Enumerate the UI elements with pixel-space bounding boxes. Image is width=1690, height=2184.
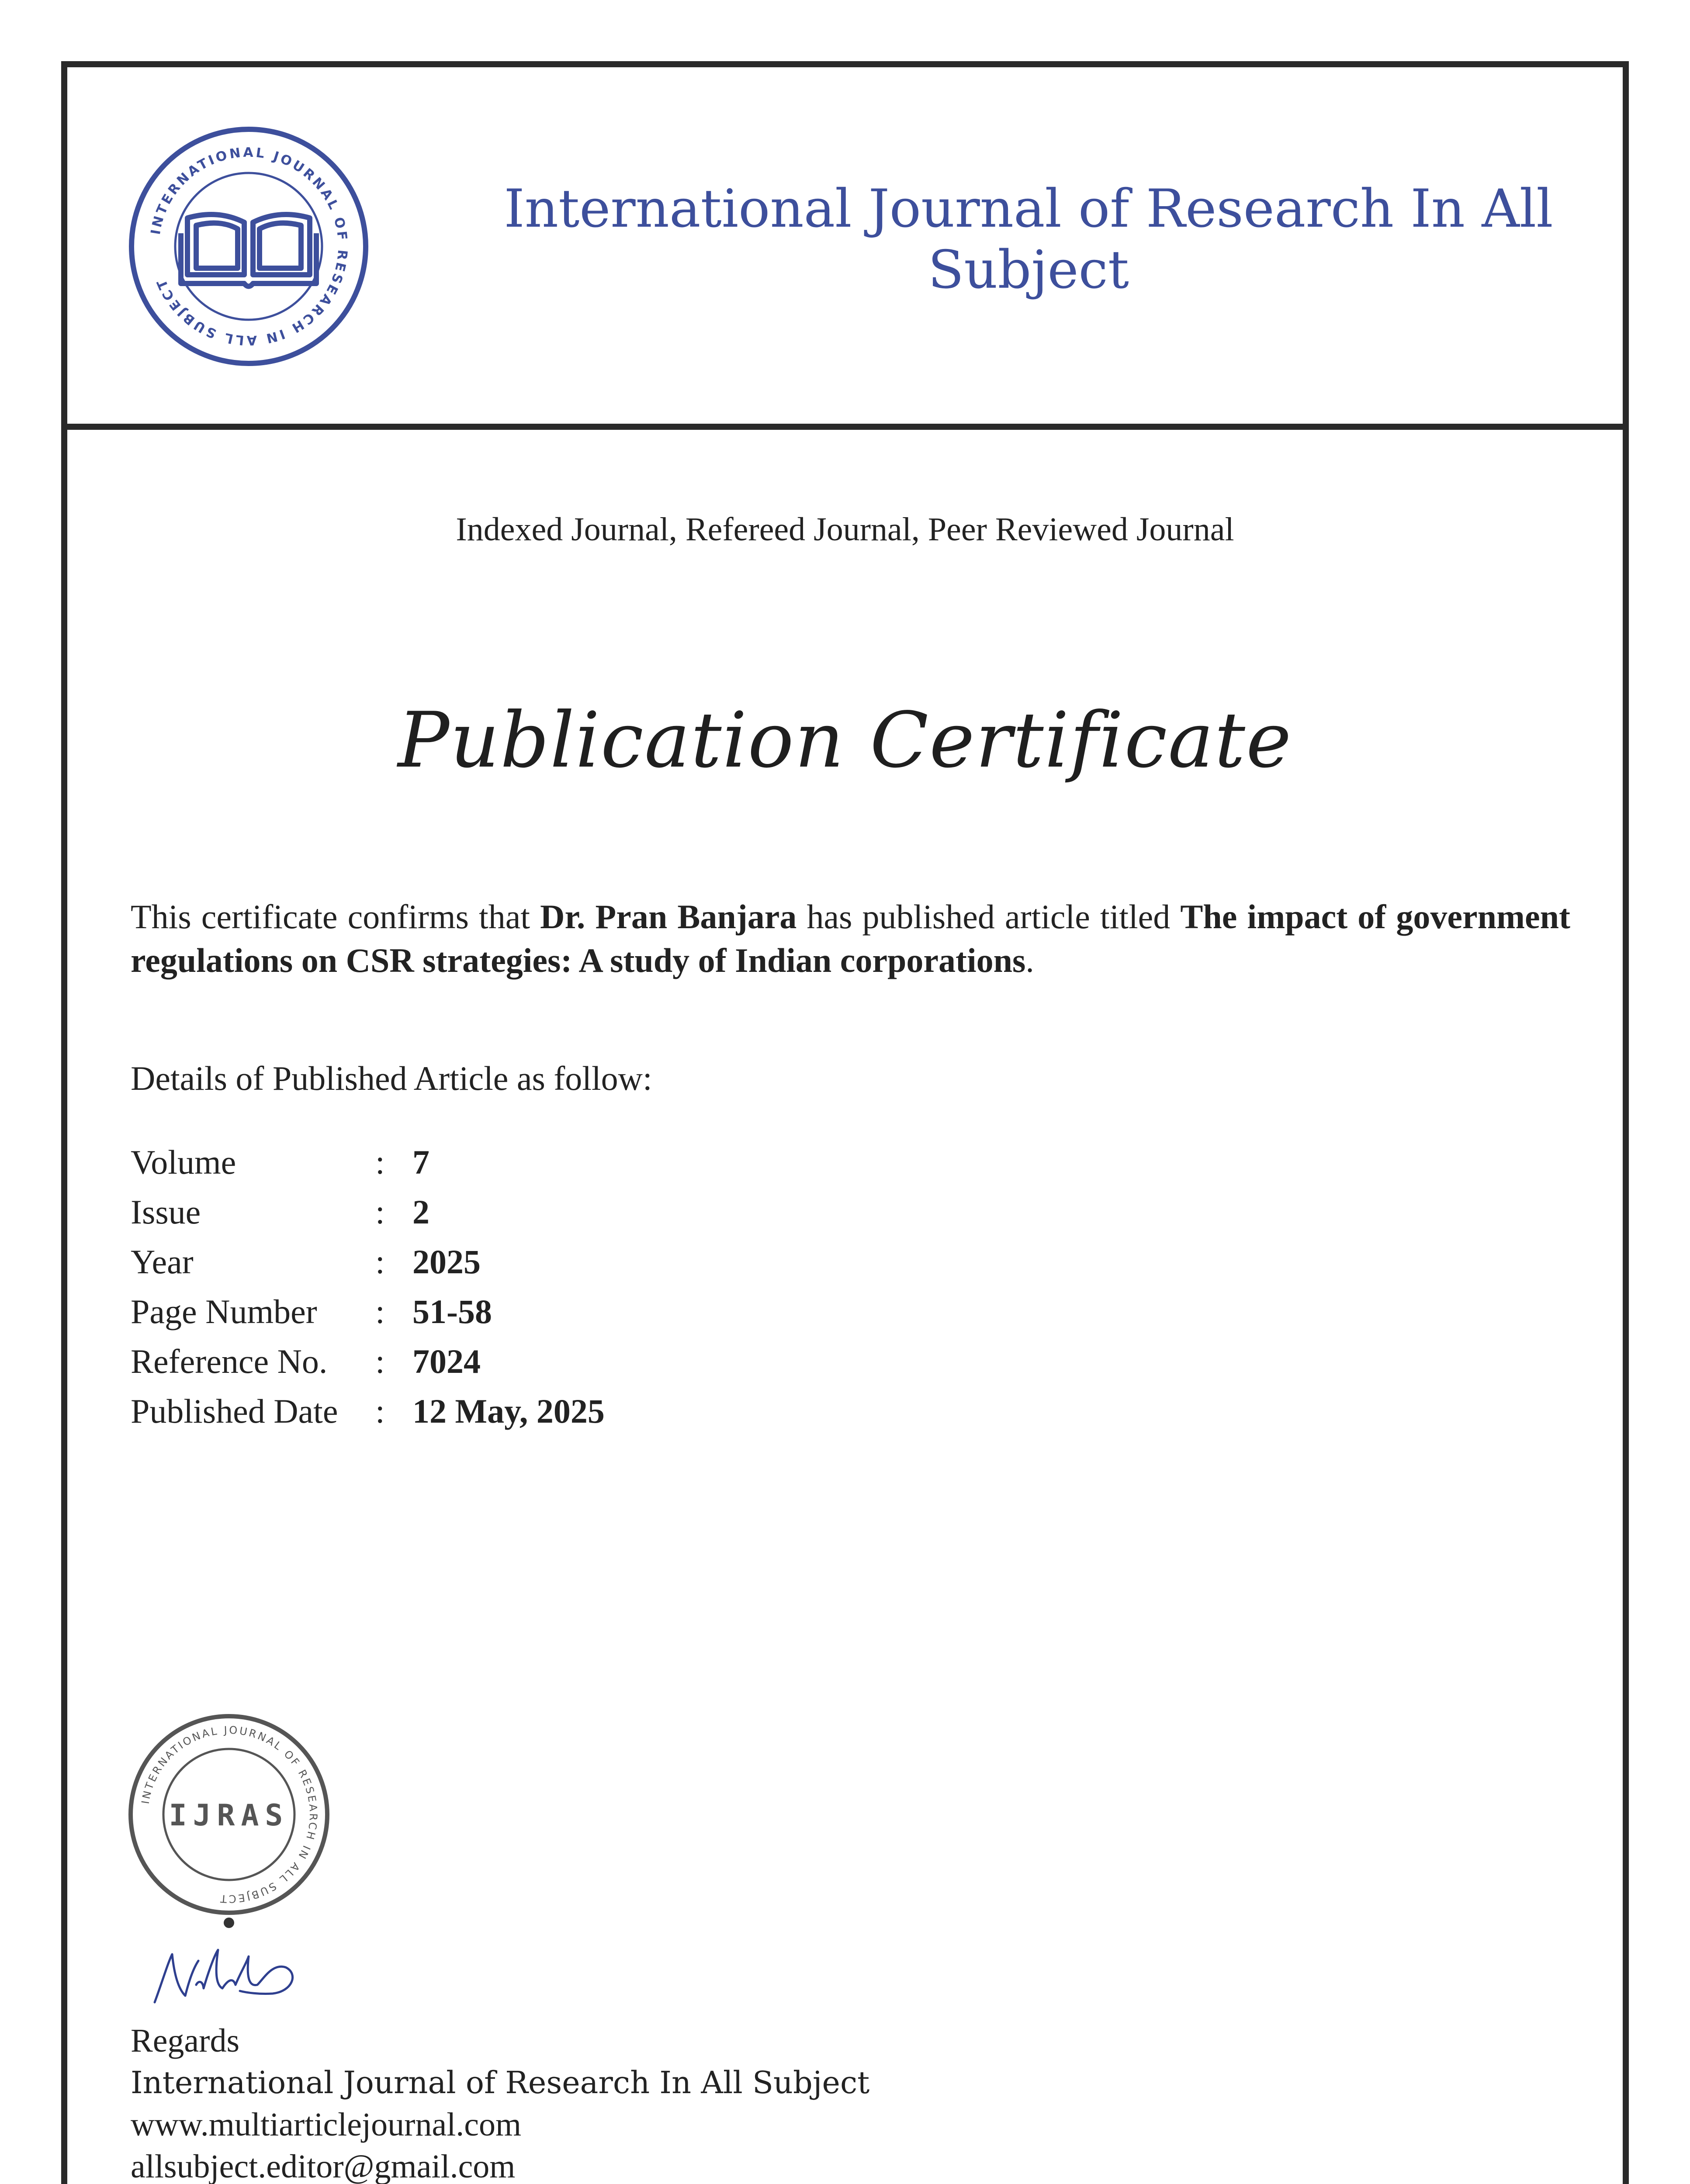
details-separator: : — [375, 1342, 385, 1380]
journal-seal — [124, 1714, 334, 1932]
organization-name: International Journal of Research In All Subject — [131, 2065, 870, 2101]
journal-tagline: Indexed Journal, Refereed Journal, Peer Reviewed Journal — [456, 511, 1234, 548]
article-details-table — [131, 1137, 605, 1436]
details-value: 12 May, 2025 — [412, 1392, 605, 1430]
details-separator: : — [375, 1143, 385, 1181]
details-value: 7 — [412, 1143, 429, 1181]
details-intro: Details of Published Article as follow: — [131, 1059, 652, 1097]
details-row-year — [131, 1237, 605, 1287]
details-label: Issue — [131, 1193, 201, 1231]
details-value: 2025 — [412, 1243, 481, 1281]
certificate-frame — [61, 61, 1629, 2184]
author-name: Dr. Pran Banjara — [540, 898, 797, 936]
certificate-statement — [131, 895, 1570, 982]
details-value: 7024 — [412, 1342, 481, 1380]
details-label: Reference No. — [131, 1342, 328, 1380]
details-separator: : — [375, 1243, 385, 1281]
certificate-title: Publication Certificate — [398, 696, 1292, 785]
regards-text: Regards — [131, 2022, 240, 2059]
details-separator: : — [375, 1292, 385, 1330]
journal-title: International Journal of Research In All Subject — [504, 179, 1553, 301]
email-text: allsubject.editor@gmail.com — [131, 2148, 516, 2184]
details-row-published-date — [131, 1386, 605, 1436]
seal-center-text: IJRAS — [169, 1798, 289, 1833]
details-separator: : — [375, 1193, 385, 1231]
details-value: 51-58 — [412, 1292, 492, 1330]
article-title: The impact of government regulations on CSR strategies: A study of Indian corporations — [131, 898, 1570, 979]
details-separator: : — [375, 1392, 385, 1430]
logo-ring-text: INTERNATIONAL JOURNAL OF RESEARCH IN ALL SUBJECT — [148, 145, 350, 348]
statement-prefix: This certificate confirms that — [131, 898, 540, 936]
details-label: Published Date — [131, 1392, 338, 1430]
statement-suffix: . — [1025, 941, 1034, 979]
handwritten-signature — [142, 1937, 325, 2015]
open-book-icon — [181, 214, 316, 287]
journal-logo — [126, 124, 371, 369]
details-row-reference-no — [131, 1337, 605, 1386]
details-row-page-number — [131, 1287, 605, 1337]
website-text: www.multiarticlejournal.com — [131, 2106, 522, 2143]
details-label: Year — [131, 1243, 194, 1281]
seal-dot — [224, 1918, 234, 1928]
details-row-issue — [131, 1187, 605, 1237]
details-label: Volume — [131, 1143, 236, 1181]
details-value: 2 — [412, 1193, 429, 1231]
seal-ring-text: INTERNATIONAL JOURNAL OF RESEARCH IN ALL SUBJECT — [139, 1724, 320, 1905]
footer-contact — [131, 2020, 869, 2184]
certificate-header — [67, 67, 1623, 430]
details-label: Page Number — [131, 1292, 317, 1330]
details-row-volume — [131, 1137, 605, 1187]
statement-middle: has published article titled — [797, 898, 1181, 936]
